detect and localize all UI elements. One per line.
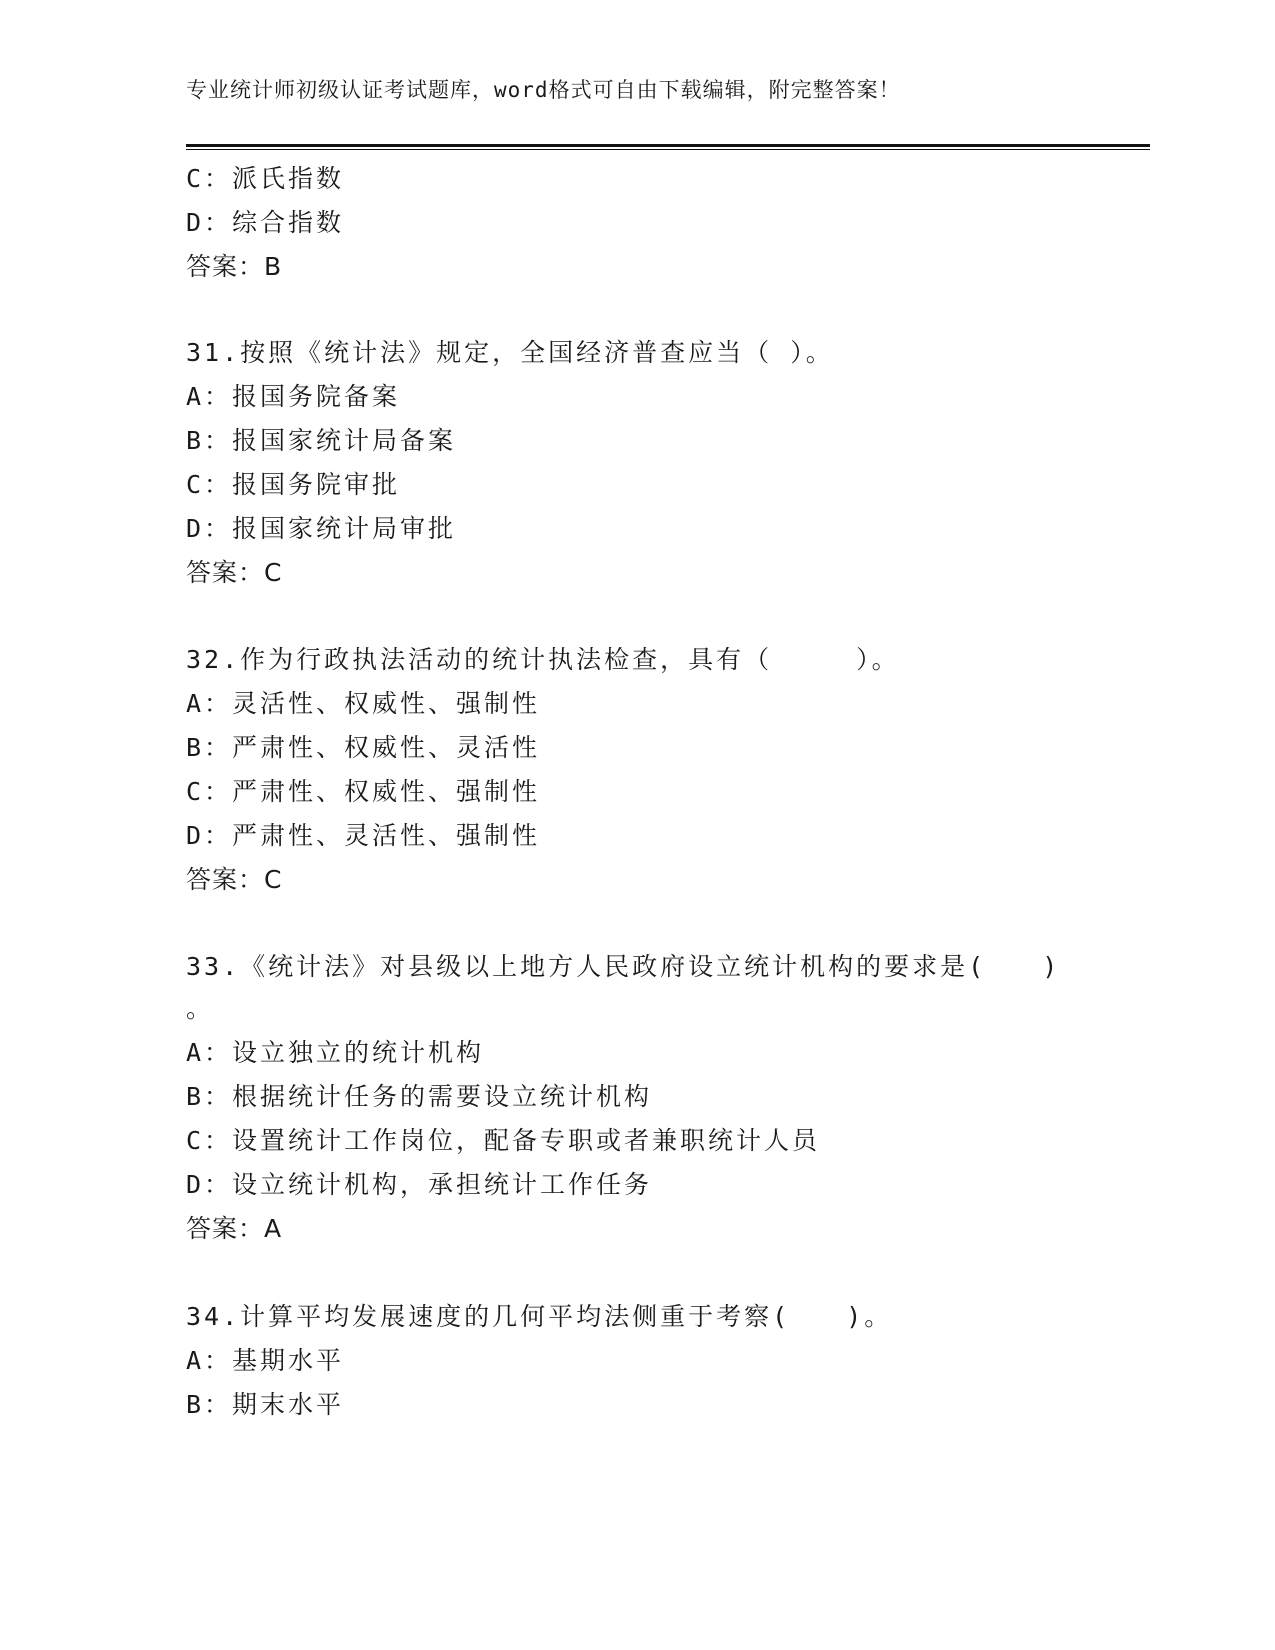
question-32-answer: 答案：C xyxy=(186,865,283,894)
question-31-stem: 31.按照《统计法》规定，全国经济普查应当（ ）。 xyxy=(186,338,834,367)
page-header: 专业统计师初级认证考试题库，word格式可自由下载编辑，附完整答案！ xyxy=(186,78,901,102)
question-33-stem-cont: 。 xyxy=(186,994,215,1023)
question-34-option-a: A：基期水平 xyxy=(186,1346,345,1375)
question-32-option-d: D：严肃性、灵活性、强制性 xyxy=(186,821,541,850)
question-32-option-c: C：严肃性、权威性、强制性 xyxy=(186,777,541,806)
question-33-option-a: A：设立独立的统计机构 xyxy=(186,1038,485,1067)
question-31-option-c: C：报国务院审批 xyxy=(186,470,401,499)
question-33-answer: 答案：A xyxy=(186,1214,283,1243)
question-33-stem: 33.《统计法》对县级以上地方人民政府设立统计机构的要求是( ) xyxy=(186,952,1061,981)
question-31-answer: 答案：C xyxy=(186,558,283,587)
question-33-option-b: B：根据统计任务的需要设立统计机构 xyxy=(186,1082,653,1111)
question-32-option-b: B：严肃性、权威性、灵活性 xyxy=(186,733,541,762)
question-33-option-c: C：设置统计工作岗位，配备专职或者兼职统计人员 xyxy=(186,1126,821,1155)
question-32-stem: 32.作为行政执法活动的统计执法检查，具有（ ）。 xyxy=(186,645,900,674)
question-34-stem: 34.计算平均发展速度的几何平均法侧重于考察( )。 xyxy=(186,1302,893,1331)
question-33-option-d: D：设立统计机构，承担统计工作任务 xyxy=(186,1170,653,1199)
question-32-option-a: A：灵活性、权威性、强制性 xyxy=(186,689,541,718)
header-rule xyxy=(186,144,1150,150)
question-31-option-b: B：报国家统计局备案 xyxy=(186,426,457,455)
question-31-option-d: D：报国家统计局审批 xyxy=(186,514,457,543)
option-d: D：综合指数 xyxy=(186,208,345,237)
answer: 答案：B xyxy=(186,252,283,281)
question-34-option-b: B：期末水平 xyxy=(186,1390,345,1419)
option-c: C：派氏指数 xyxy=(186,164,345,193)
question-31-option-a: A：报国务院备案 xyxy=(186,382,401,411)
